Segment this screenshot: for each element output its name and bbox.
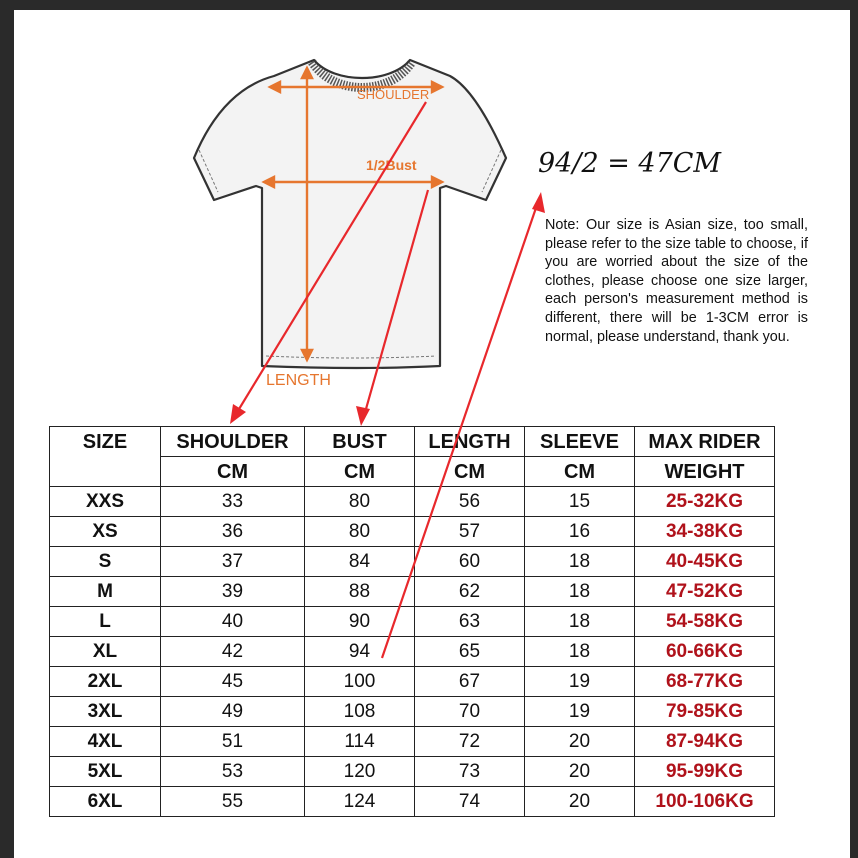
- unit-cell: CM: [161, 457, 305, 487]
- table-cell: 68-77KG: [635, 667, 775, 697]
- table-cell: 65: [415, 637, 525, 667]
- table-cell: 87-94KG: [635, 727, 775, 757]
- table-cell: 40: [161, 607, 305, 637]
- table-cell: XL: [50, 637, 161, 667]
- table-cell: 72: [415, 727, 525, 757]
- table-cell: 20: [525, 727, 635, 757]
- table-cell: 19: [525, 667, 635, 697]
- table-cell: 57: [415, 517, 525, 547]
- table-cell: 42: [161, 637, 305, 667]
- table-cell: 6XL: [50, 787, 161, 817]
- table-cell: 63: [415, 607, 525, 637]
- table-row: [50, 487, 775, 517]
- table-cell: L: [50, 607, 161, 637]
- table-cell: 100: [305, 667, 415, 697]
- table-cell: 73: [415, 757, 525, 787]
- unit-cell: CM: [525, 457, 635, 487]
- table-cell: 19: [525, 697, 635, 727]
- table-cell: 3XL: [50, 697, 161, 727]
- size-note: Note: Our size is Asian size, too small, please refer to the size table to choose, if you are worried about the size of the clothes, please choose one size larger, each person's measurement method is different, there will be 1-3CM error is normal, please understand, thank you.: [545, 217, 808, 345]
- size-table: [49, 426, 775, 817]
- header-cell: SHOULDER: [161, 427, 305, 457]
- table-cell: 4XL: [50, 727, 161, 757]
- length-label: LENGTH: [266, 372, 331, 389]
- table-cell: 34-38KG: [635, 517, 775, 547]
- table-cell: 56: [415, 487, 525, 517]
- table-cell: 18: [525, 577, 635, 607]
- bust-label: 1/2Bust: [366, 157, 417, 173]
- table-cell: 74: [415, 787, 525, 817]
- bust-formula: 94/2 = 47CM: [538, 148, 722, 179]
- table-cell: 60-66KG: [635, 637, 775, 667]
- table-cell: 70: [415, 697, 525, 727]
- table-cell: 94: [305, 637, 415, 667]
- table-cell: 120: [305, 757, 415, 787]
- shoulder-label: SHOULDER: [357, 87, 430, 102]
- unit-cell: WEIGHT: [635, 457, 775, 487]
- table-cell: S: [50, 547, 161, 577]
- table-cell: 37: [161, 547, 305, 577]
- table-row: [50, 667, 775, 697]
- table-row: [50, 757, 775, 787]
- table-row: [50, 697, 775, 727]
- tshirt-outline: [194, 60, 506, 368]
- header-cell: MAX RIDER: [635, 427, 775, 457]
- table-cell: 84: [305, 547, 415, 577]
- unit-cell: CM: [305, 457, 415, 487]
- table-row: [50, 637, 775, 667]
- table-cell: 2XL: [50, 667, 161, 697]
- table-cell: 100-106KG: [635, 787, 775, 817]
- table-row: [50, 727, 775, 757]
- table-cell: 54-58KG: [635, 607, 775, 637]
- table-cell: 49: [161, 697, 305, 727]
- table-row: [50, 547, 775, 577]
- table-cell: 40-45KG: [635, 547, 775, 577]
- table-cell: 18: [525, 547, 635, 577]
- table-cell: 67: [415, 667, 525, 697]
- table-cell: 88: [305, 577, 415, 607]
- table-cell: 47-52KG: [635, 577, 775, 607]
- table-cell: 45: [161, 667, 305, 697]
- table-row: [50, 577, 775, 607]
- table-cell: 18: [525, 637, 635, 667]
- size-chart-canvas: [14, 10, 850, 858]
- table-cell: 90: [305, 607, 415, 637]
- table-cell: 62: [415, 577, 525, 607]
- tshirt-diagram: [14, 10, 850, 410]
- table-header-row: [50, 427, 775, 457]
- table-cell: XXS: [50, 487, 161, 517]
- unit-cell: CM: [415, 457, 525, 487]
- table-unit-row: [50, 457, 775, 487]
- table-cell: 80: [305, 487, 415, 517]
- table-cell: 16: [525, 517, 635, 547]
- table-cell: 5XL: [50, 757, 161, 787]
- table-cell: 36: [161, 517, 305, 547]
- header-cell: SIZE: [50, 427, 161, 457]
- table-cell: M: [50, 577, 161, 607]
- table-cell: 55: [161, 787, 305, 817]
- table-cell: 51: [161, 727, 305, 757]
- table-cell: 114: [305, 727, 415, 757]
- table-row: [50, 517, 775, 547]
- table-cell: 60: [415, 547, 525, 577]
- table-cell: 15: [525, 487, 635, 517]
- header-cell: BUST: [305, 427, 415, 457]
- table-cell: 79-85KG: [635, 697, 775, 727]
- header-cell: LENGTH: [415, 427, 525, 457]
- table-cell: 39: [161, 577, 305, 607]
- table-cell: XS: [50, 517, 161, 547]
- table-cell: 95-99KG: [635, 757, 775, 787]
- table-cell: 20: [525, 787, 635, 817]
- table-cell: 33: [161, 487, 305, 517]
- table-cell: 25-32KG: [635, 487, 775, 517]
- header-cell: SLEEVE: [525, 427, 635, 457]
- table-cell: 53: [161, 757, 305, 787]
- table-cell: 124: [305, 787, 415, 817]
- table-cell: 80: [305, 517, 415, 547]
- table-cell: 20: [525, 757, 635, 787]
- table-row: [50, 607, 775, 637]
- table-cell: 18: [525, 607, 635, 637]
- table-cell: 108: [305, 697, 415, 727]
- table-row: [50, 787, 775, 817]
- unit-cell: [50, 457, 161, 487]
